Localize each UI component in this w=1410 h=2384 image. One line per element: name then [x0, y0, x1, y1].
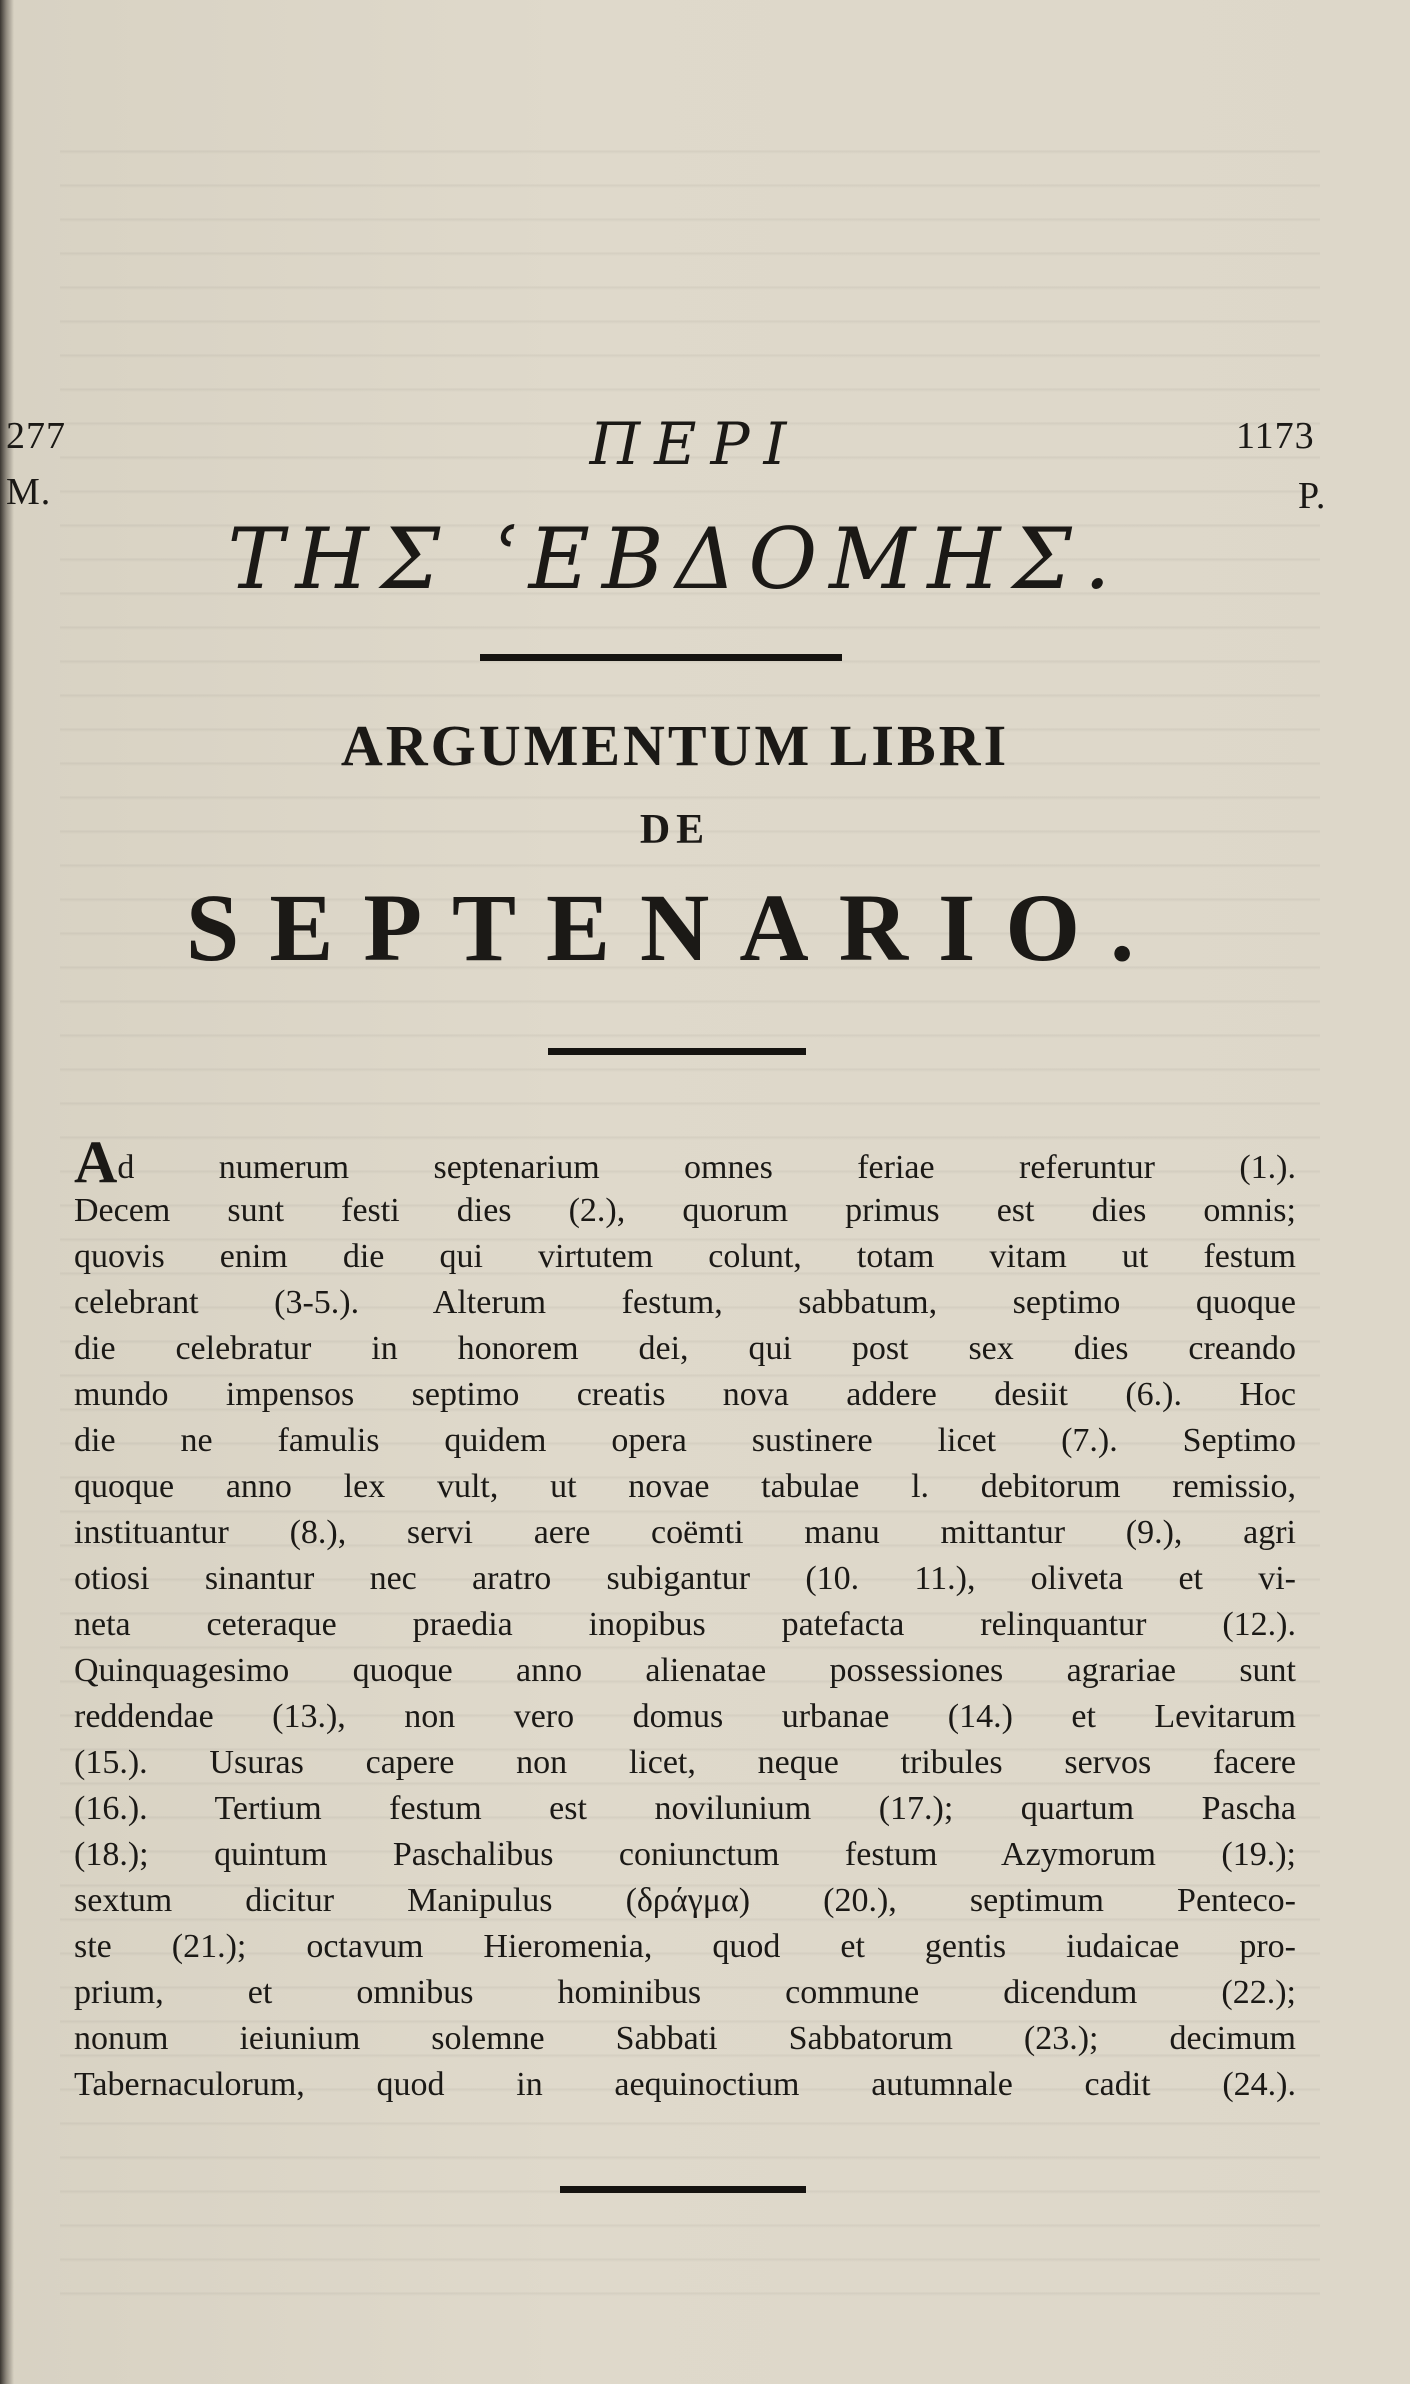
- margin-left-letter: M.: [6, 471, 52, 513]
- latin-title-line-1: ARGUMENTUM LIBRI: [340, 713, 1010, 778]
- heading-rule: [548, 1048, 806, 1055]
- title-rule: [480, 654, 842, 661]
- body-line: prium, et omnibus hominibus commune dicendum (22.);: [74, 1974, 1296, 2011]
- body-line: Quinquagesimo quoque anno alienatae possessiones agrariae sunt: [74, 1652, 1296, 1689]
- body-line: (15.). Usuras capere non licet, neque tribules servos facere: [74, 1744, 1296, 1781]
- greek-title-line-1: ΠΕΡΙ: [589, 410, 801, 478]
- latin-title-line-2: DE: [639, 807, 711, 853]
- body-line: otiosi sinantur nec aratro subigantur (10. 11.), oliveta et vi-: [74, 1560, 1296, 1597]
- body-line: neta ceteraque praedia inopibus patefacta relinquantur (12.).: [74, 1606, 1296, 1643]
- body-line: quovis enim die qui virtutem colunt, totam vitam ut festum: [74, 1238, 1296, 1275]
- latin-title-line-3: SEPTENARIO.: [185, 874, 1165, 981]
- body-line: die celebratur in honorem dei, qui post sex dies creando: [74, 1330, 1296, 1367]
- body-line: (16.). Tertium festum est novilunium (17.); quartum Pascha: [74, 1790, 1296, 1827]
- body-line: nonum ieiunium solemne Sabbati Sabbatorum (23.); decimum: [74, 2020, 1296, 2057]
- margin-left-number: 277: [6, 415, 66, 457]
- margin-right-number: 1173: [1236, 415, 1315, 457]
- body-line: reddendae (13.), non vero domus urbanae (14.) et Levitarum: [74, 1698, 1296, 1735]
- margin-right-letter: P.: [1298, 475, 1327, 517]
- end-rule: [560, 2186, 806, 2193]
- body-line: Tabernaculorum, quod in aequinoctium autumnale cadit (24.).: [74, 2066, 1296, 2103]
- greek-title-line-2: ΤΗΣ ʿΕΒΔΟΜΗΣ.: [227, 510, 1123, 608]
- body-line: instituantur (8.), servi aere coëmti manu mittantur (9.), agri: [74, 1514, 1296, 1551]
- body-line: sextum dicitur Manipulus (δράγμα) (20.), septimum Penteco-: [74, 1882, 1296, 1919]
- body-line: Decem sunt festi dies (2.), quorum primus est dies omnis;: [74, 1192, 1296, 1229]
- body-line: celebrant (3-5.). Alterum festum, sabbatum, septimo quoque: [74, 1284, 1296, 1321]
- body-line: quoque anno lex vult, ut novae tabulae l. debitorum remissio,: [74, 1468, 1296, 1505]
- body-line: ste (21.); octavum Hieromenia, quod et gentis iudaicae pro-: [74, 1928, 1296, 1965]
- argument-paragraph: [74, 1129, 1296, 2108]
- body-line: die ne famulis quidem opera sustinere licet (7.). Septimo: [74, 1422, 1296, 1459]
- body-line: Ad numerum septenarium omnes feriae referuntur (1.).: [74, 1129, 1296, 1195]
- body-line: mundo impensos septimo creatis nova addere desiit (6.). Hoc: [74, 1376, 1296, 1413]
- drop-cap: A: [74, 1129, 118, 1195]
- body-line: (18.); quintum Paschalibus coniunctum festum Azymorum (19.);: [74, 1836, 1296, 1873]
